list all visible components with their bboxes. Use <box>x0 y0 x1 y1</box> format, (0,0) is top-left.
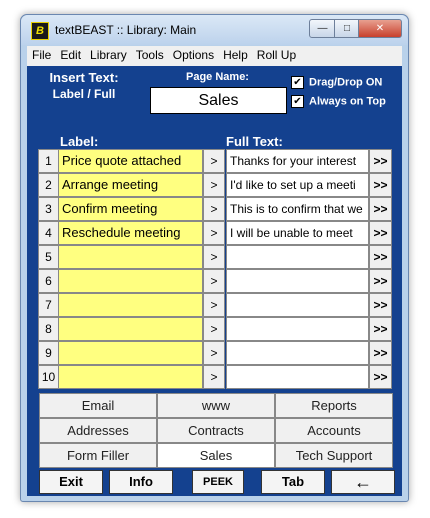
table-row <box>38 269 397 293</box>
insert-label-button[interactable]: > <box>203 197 225 221</box>
full-text-field[interactable] <box>226 341 369 365</box>
always-on-top-toggle[interactable] <box>291 95 386 108</box>
label-field[interactable] <box>58 365 203 389</box>
insert-label-button[interactable]: > <box>203 341 225 365</box>
insert-label-button[interactable]: > <box>203 173 225 197</box>
category-tech-support[interactable]: Tech Support <box>275 443 393 468</box>
menu-bar <box>27 46 402 66</box>
table-row <box>38 173 397 197</box>
label-field[interactable] <box>58 245 203 269</box>
menu-roll-up[interactable]: Roll Up <box>256 48 297 62</box>
label-field[interactable] <box>58 317 203 341</box>
row-number: 6 <box>38 269 59 293</box>
peek-button[interactable]: PEEK <box>192 470 244 494</box>
exit-button[interactable]: Exit <box>39 470 103 494</box>
row-number: 8 <box>38 317 59 341</box>
main-panel <box>27 66 402 496</box>
row-number: 1 <box>38 149 59 173</box>
insert-full-button[interactable]: >> <box>369 197 392 221</box>
full-text-column-header: Full Text: <box>226 134 283 149</box>
insert-label-button[interactable]: > <box>203 317 225 341</box>
label-field[interactable]: Price quote attached <box>58 149 203 173</box>
insert-full-button[interactable]: >> <box>369 173 392 197</box>
row-number: 5 <box>38 245 59 269</box>
menu-library[interactable]: Library <box>90 48 127 62</box>
full-text-field[interactable]: I'd like to set up a meeti <box>226 173 369 197</box>
insert-full-button[interactable]: >> <box>369 365 392 389</box>
always-on-top-checkbox[interactable]: ✔ <box>291 95 304 108</box>
drag-drop-checkbox[interactable]: ✔ <box>291 76 304 89</box>
insert-full-button[interactable]: >> <box>369 245 392 269</box>
insert-full-button[interactable]: >> <box>369 341 392 365</box>
window-title: textBEAST :: Library: Main <box>55 23 197 37</box>
enter-arrow-button[interactable]: ← <box>331 470 395 494</box>
menu-edit[interactable]: Edit <box>60 48 82 62</box>
insert-full-button[interactable]: >> <box>369 317 392 341</box>
title-bar[interactable] <box>21 15 408 45</box>
category-accounts[interactable]: Accounts <box>275 418 393 443</box>
full-text-field[interactable]: I will be unable to meet <box>226 221 369 245</box>
app-window <box>20 14 409 502</box>
full-text-field[interactable] <box>226 365 369 389</box>
full-text-field[interactable] <box>226 269 369 293</box>
full-text-field[interactable]: Thanks for your interest <box>226 149 369 173</box>
label-field[interactable]: Confirm meeting <box>58 197 203 221</box>
insert-text-title: Insert Text: <box>49 70 119 85</box>
tab-button[interactable]: Tab <box>261 470 325 494</box>
app-logo-icon: B <box>31 22 49 40</box>
category-addresses[interactable]: Addresses <box>39 418 157 443</box>
table-row <box>38 149 397 173</box>
insert-label-button[interactable]: > <box>203 293 225 317</box>
insert-text-header <box>27 70 141 101</box>
category-form-filler[interactable]: Form Filler <box>39 443 157 468</box>
row-number: 7 <box>38 293 59 317</box>
insert-label-button[interactable]: > <box>203 149 225 173</box>
table-row <box>38 197 397 221</box>
maximize-button[interactable]: □ <box>334 19 360 38</box>
menu-help[interactable]: Help <box>223 48 248 62</box>
drag-drop-toggle[interactable] <box>291 76 382 89</box>
row-number: 9 <box>38 341 59 365</box>
full-text-field[interactable]: This is to confirm that we <box>226 197 369 221</box>
page-name-field[interactable]: Sales <box>150 87 287 114</box>
row-number: 4 <box>38 221 59 245</box>
table-row <box>38 293 397 317</box>
menu-file[interactable]: File <box>32 48 52 62</box>
row-number: 10 <box>38 365 59 389</box>
label-column-header: Label: <box>60 134 99 149</box>
insert-label-button[interactable]: > <box>203 269 225 293</box>
minimize-button[interactable]: — <box>309 19 336 38</box>
label-field[interactable]: Arrange meeting <box>58 173 203 197</box>
insert-full-button[interactable]: >> <box>369 269 392 293</box>
category-email[interactable]: Email <box>39 393 157 418</box>
full-text-field[interactable] <box>226 317 369 341</box>
row-number: 3 <box>38 197 59 221</box>
full-text-field[interactable] <box>226 245 369 269</box>
text-grid <box>38 149 397 389</box>
row-number: 2 <box>38 173 59 197</box>
insert-label-button[interactable]: > <box>203 221 225 245</box>
insert-full-button[interactable]: >> <box>369 293 392 317</box>
drag-drop-label: Drag/Drop ON <box>309 76 383 89</box>
table-row <box>38 221 397 245</box>
table-row <box>38 341 397 365</box>
insert-text-mode[interactable]: Label / Full <box>52 87 116 101</box>
full-text-field[interactable] <box>226 293 369 317</box>
category-reports[interactable]: Reports <box>275 393 393 418</box>
insert-full-button[interactable]: >> <box>369 149 392 173</box>
menu-options[interactable]: Options <box>172 48 215 62</box>
category-contracts[interactable]: Contracts <box>157 418 275 443</box>
label-field[interactable]: Reschedule meeting <box>58 221 203 245</box>
page-name-label: Page Name: <box>186 71 249 83</box>
label-field[interactable] <box>58 341 203 365</box>
category-www[interactable]: www <box>157 393 275 418</box>
table-row <box>38 317 397 341</box>
close-button[interactable]: ✕ <box>358 19 402 38</box>
table-row <box>38 245 397 269</box>
category-sales[interactable]: Sales <box>157 443 275 468</box>
menu-tools[interactable]: Tools <box>135 48 164 62</box>
label-field[interactable] <box>58 269 203 293</box>
info-button[interactable]: Info <box>109 470 173 494</box>
insert-full-button[interactable]: >> <box>369 221 392 245</box>
insert-label-button[interactable]: > <box>203 245 225 269</box>
table-row <box>38 365 397 389</box>
label-field[interactable] <box>58 293 203 317</box>
always-on-top-label: Always on Top <box>309 95 386 108</box>
insert-label-button[interactable]: > <box>203 365 225 389</box>
